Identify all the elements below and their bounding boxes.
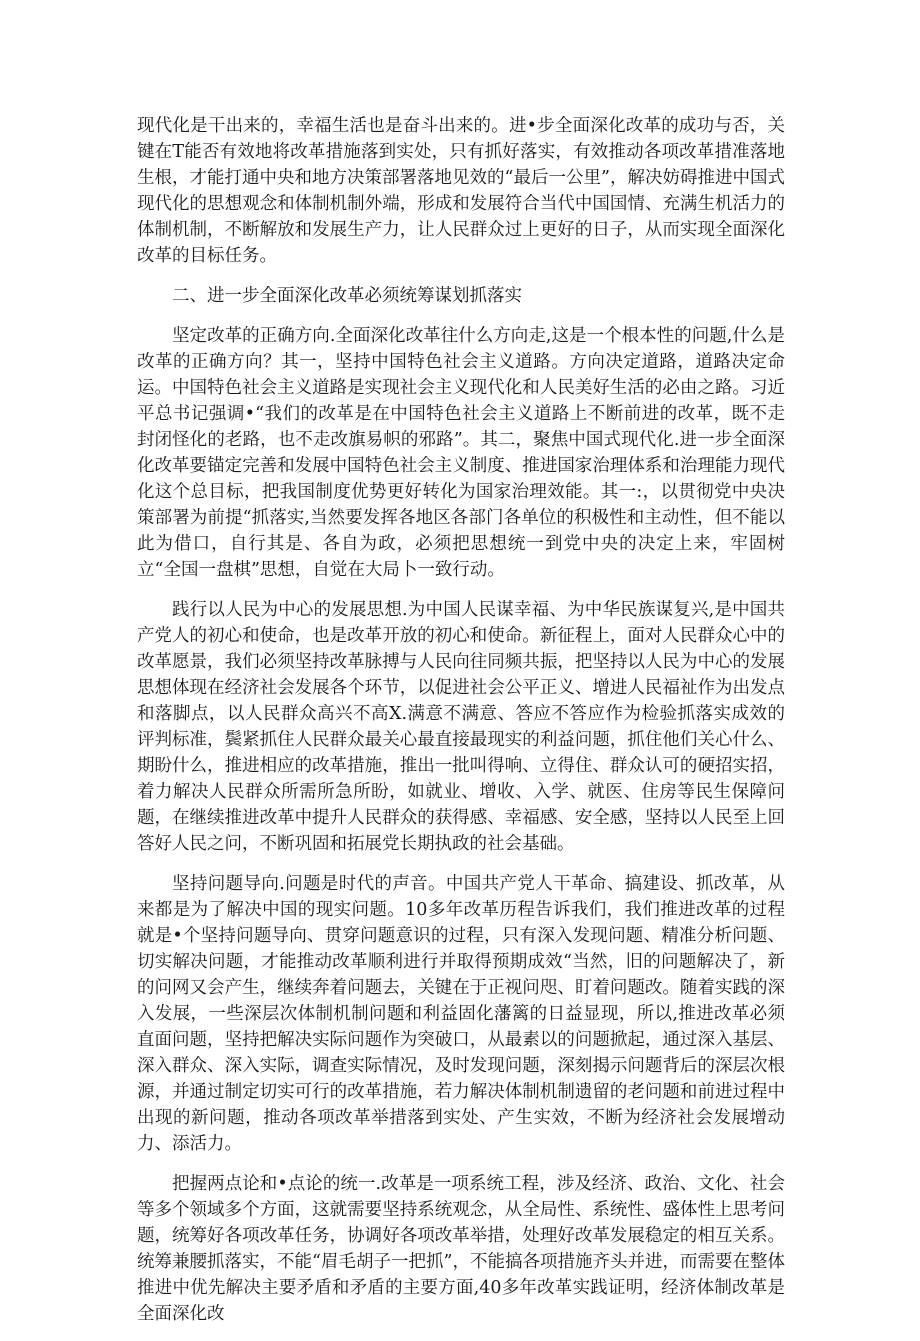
paragraph-direction: 坚定改革的正确方向.全面深化改革往什么方向走,这是一个根本性的问题,什么是改革的正确方向？其一，坚持中国特色社会主义道路。方向决定道路，道路决定命运。中国特色社会主义道路是实现社会主义现代化和人民美好生活的必由之路。习近平总书记强调•“我们的改革是在中国特色社会主义道路上不断前进的改革，既不走封闭怪化的老路，也不走改旗易帜的邪路”。其二，聚焦中国式现代化.进一步全面深化改革要锚定完善和发展中国特色社会主义制度、推进国家治理体系和治理能力现代化这个总目标，把我国制度优势更好转化为国家治理效能。其一:，以贯彻党中央决策部署为前提“抓落实,当然要发挥各地区各部门各单位的积极性和主动性，但不能以此为借口，自行其是、各自为政，必须把思想统一到党中央的决定上来，牢固树立“全国一盘棋”思想，自觉在大局卜一致行动。 xyxy=(137,326,785,580)
section-heading: 二、进一步全面深化改革必须统筹谋划抓落实 xyxy=(172,286,522,306)
document-body xyxy=(137,113,785,1341)
paragraph-intro: 现代化是干出来的，幸福生活也是奋斗出来的。进•步全面深化改革的成功与否，关键在T能否有效地将改革措施落到实处，只有抓好落实，有效推动各项改革措准落地生根，才能打通中央和地方决策部署落地见效的“最后一公里”，解决妨碍推进中国式现代化的思想观念和体制机制外端，形成和发展符合当代中国国情、充满生机活力的体制机制，不断解放和发展生产力，让人民群众过上更好的日子，从而实现全面深化改革的目标任务。 xyxy=(137,116,785,266)
paragraph-two-point-theory: 把握两点论和•点论的统一.改革是一项系统工程，涉及经济、政治、文化、社会等多个领域多个方面，这就需要坚持系统观念，从全局性、系统性、盛体性上思考问题，统筹好各项改革任务，协调好各项改革举措，处理好改革发展稳定的相互关系。统筹兼腰抓落实，不能“眉毛胡子一把抓”，不能搞各项措施齐头并进，而需要在整体推进中优先解决主要矛盾和矛盾的主要方面,40多年改革实践证明，经济体制改革是全面深化改 xyxy=(137,1174,785,1324)
paragraph-problem-oriented: 坚持问题导向.问题是时代的声音。中国共产党人干革命、搞建设、抓改革，从来都是为了解决中国的现实问题。10多年改革历程告诉我们，我们推进改革的过程就是•个坚持问题导向、贯穿问题意识的过程，只有深入发现问题、精准分析问题、切实解决问题，才能推动改革顺利进行并取得预期成效“当然，旧的问题解决了，新的问网又会产生，继续奔着问题去，关键在于正视问咫、盯着问题改。随着实践的深入发展，一些深层次体制机制问题和利益固化藩篱的日益显现，所以,推进改革必须直面问题，坚持把解决实际问题作为突破口，从最素以的问题掀起，通过深入基层、深入群众、深入实际，调查实际情况，及时发现问题，深刻揭示问题背后的深层次根源，并通过制定切实可行的改革措施，若力解决体制机制遗留的老问题和前进过程中出现的新问题，推动各项改革举措落到实处、产生实效，不断为经济社会发展增动力、添活力。 xyxy=(137,874,785,1154)
paragraph-people-centered: 践行以人民为中心的发展思想.为中国人民谋幸福、为中华民族谋复兴,是中国共产党人的初心和使命，也是改革开放的初心和使命。新征程上，面对人民群众心中的改革愿景，我们必须坚持改革脉搏与人民向往同频共振，把坚持以人民为中心的发展思想体现在经济社会发展各个环节，以促进社会公平正义、增进人民福祉作为出发点和落脚点，以人民群众高兴不高X.满意不满意、答应不答应作为检验抓落实成效的评判标准，鬓紧抓住人民群众最关心最直接最现实的利益问题，抓住他们关心什么、期盼什么，推进相应的改革措施，推出一批叫得响、立得住、群众认可的硬招实招，着力解决人民群众所需所急所盼，如就业、增收、入学、就医、住房等民生保障问题，在继续推进改革中提升人民群众的获得感、幸福感、安全感，坚持以人民至上回答好人民之问，不断巩固和拓展党长期执政的社会基础。 xyxy=(137,600,785,854)
